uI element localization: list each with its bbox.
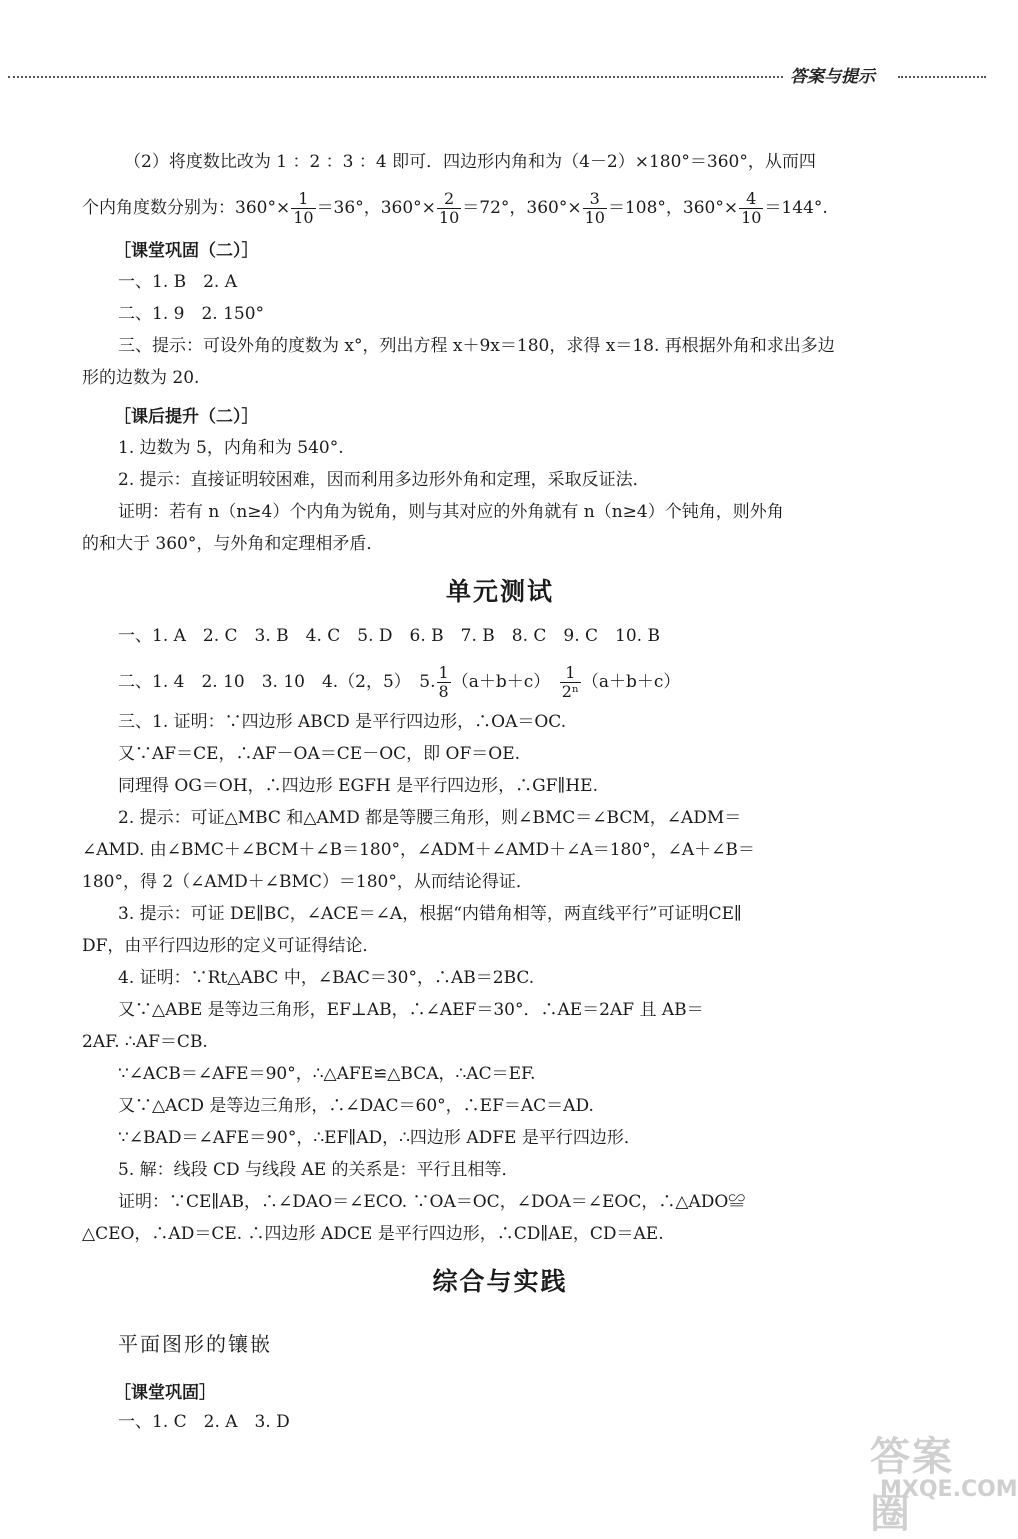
- text-segment: ＝72°，360°×: [462, 198, 582, 218]
- text-line: 形的边数为 20.: [82, 368, 200, 388]
- fraction-denominator: 10: [584, 208, 605, 227]
- text-segment: ＝36°，360°×: [316, 198, 436, 218]
- text-line: 又∵△ACD 是等边三角形，∴∠DAC＝60°，∴EF＝AC＝AD.: [118, 1096, 594, 1116]
- text-line: 三、提示：可设外角的度数为 x°，列出方程 x＋9x＝180，求得 x＝18. 再根据外角和求出多边: [118, 336, 835, 356]
- text-segment: ＝144°.: [764, 198, 828, 218]
- header-dotted-rule-left: [8, 76, 783, 78]
- subsection-title: 平面图形的镶嵌: [118, 1332, 272, 1356]
- text-line: 5. 解：线段 CD 与线段 AE 的关系是：平行且相等．: [118, 1160, 519, 1180]
- text-line: 又∵△ABE 是等边三角形，EF⊥AB，∴∠AEF＝30°．∴AE＝2AF 且 AB＝: [118, 1000, 704, 1020]
- text-line: 一、1. B 2. A: [118, 272, 238, 292]
- text-line: 3. 提示：可证 DE∥BC，∠ACE＝∠A，根据“内错角相等，两直线平行”可证明CE∥: [118, 904, 742, 924]
- header-title: 答案与提示: [790, 67, 875, 87]
- text-segment: ＝108°，360°×: [607, 198, 739, 218]
- text-segment: （a＋b＋c）: [581, 672, 681, 692]
- fraction-numerator: 1: [438, 663, 449, 682]
- text-segment: 二、1. 4 2. 10 3. 10 4.（2，5） 5.: [118, 672, 436, 692]
- text-line: ∵∠BAD＝∠AFE＝90°，∴EF∥AD，∴四边形 ADFE 是平行四边形．: [118, 1128, 641, 1148]
- fraction: [560, 664, 581, 701]
- watermark-text: 答案圈: [870, 1434, 954, 1537]
- fraction: [739, 190, 763, 227]
- text-line: 证明：∵CE∥AB，∴∠DAO＝∠ECO. ∵OA＝OC，∠DOA＝∠EOC，∴△ADO≌: [118, 1192, 746, 1212]
- text-line: 证明：若有 n（n≥4）个内角为锐角，则与其对应的外角就有 n（n≥4）个钝角，则外角: [118, 502, 784, 522]
- text-line: 同理得 OG＝OH，∴四边形 EGFH 是平行四边形，∴GF∥HE.: [118, 776, 598, 796]
- unit-test-heading: 单元测试: [445, 577, 554, 606]
- page-header: [0, 62, 1000, 92]
- text-line: 又∵AF＝CE，∴AF－OA＝CE－OC，即 OF＝OE.: [118, 744, 521, 764]
- text-line: △CEO，∴AD＝CE. ∴四边形 ADCE 是平行四边形，∴CD∥AE，CD＝AE.: [82, 1224, 664, 1244]
- fraction-numerator: 4: [739, 190, 763, 209]
- header-dotted-rule-right: [898, 76, 986, 78]
- text-line: 2. 提示：可证△MBC 和△AMD 都是等腰三角形，则∠BMC＝∠BCM，∠ADM＝: [118, 808, 742, 828]
- fraction-numerator: 3: [583, 190, 607, 209]
- fraction-denominator: 2ⁿ: [561, 682, 579, 701]
- text-line: 的和大于 360°，与外角和定理相矛盾．: [82, 534, 384, 554]
- text-line: 2. 提示：直接证明较困难，因而利用多边形外角和定理，采取反证法．: [118, 470, 650, 490]
- text-line: （2）将度数比改为 1 ：2 ：3 ：4 即可．四边形内角和为（4－2）×180°＝360°，从而四: [124, 152, 816, 172]
- text-line: 三、1. 证明：∵四边形 ABCD 是平行四边形，∴OA＝OC.: [118, 712, 567, 732]
- fraction-numerator: 2: [437, 190, 461, 209]
- watermark-domain: MXQE.COM: [880, 1477, 1018, 1502]
- text-line-with-fractions: [118, 664, 680, 701]
- text-segment: 个内角度数分别为：360°×: [82, 198, 291, 218]
- fraction-numerator: 1: [560, 664, 581, 683]
- fraction: [291, 190, 315, 227]
- text-line: 2AF. ∴AF＝CB.: [82, 1032, 208, 1052]
- fraction-numerator: 1: [291, 190, 315, 209]
- text-line: 一、1. A 2. C 3. B 4. C 5. D 6. B 7. B 8. C 9. C 10. B: [118, 626, 660, 646]
- text-line: 二、1. 9 2. 150°: [118, 304, 265, 324]
- fraction: [437, 190, 461, 227]
- text-line: 1. 边数为 5，内角和为 540°.: [118, 438, 344, 458]
- section-heading: ［课堂巩固（二）］: [114, 241, 259, 261]
- fraction: [437, 664, 451, 701]
- section-heading: ［课后提升（二）］: [114, 407, 259, 427]
- text-line: ∠AMD. 由∠BMC＋∠BCM＋∠B＝180°，∠ADM＋∠AMD＋∠A＝180°，∠A＋∠B＝: [82, 840, 755, 860]
- section-heading: ［课堂巩固］: [114, 1383, 216, 1403]
- text-line-with-fractions: [82, 190, 828, 227]
- fraction-denominator: 10: [741, 208, 762, 227]
- text-line: DF，由平行四边形的定义可证得结论．: [82, 936, 380, 956]
- site-watermark-logo: [870, 1425, 1018, 1537]
- text-line: ∵∠ACB＝∠AFE＝90°，∴△AFE≌△BCA，∴AC＝EF.: [118, 1064, 536, 1084]
- text-line: 一、1. C 2. A 3. D: [118, 1412, 290, 1432]
- fraction-denominator: 8: [438, 682, 449, 701]
- text-line: 180°，得 2（∠AMD＋∠BMC）＝180°，从而结论得证．: [82, 872, 533, 892]
- text-line: 4. 证明：∵Rt△ABC 中，∠BAC＝30°，∴AB＝2BC.: [118, 968, 535, 988]
- fraction-denominator: 10: [438, 208, 460, 227]
- fraction: [583, 190, 607, 227]
- practice-heading: 综合与实践: [432, 1267, 568, 1296]
- text-segment: （a＋b＋c）: [451, 672, 542, 692]
- fraction-denominator: 10: [293, 208, 314, 227]
